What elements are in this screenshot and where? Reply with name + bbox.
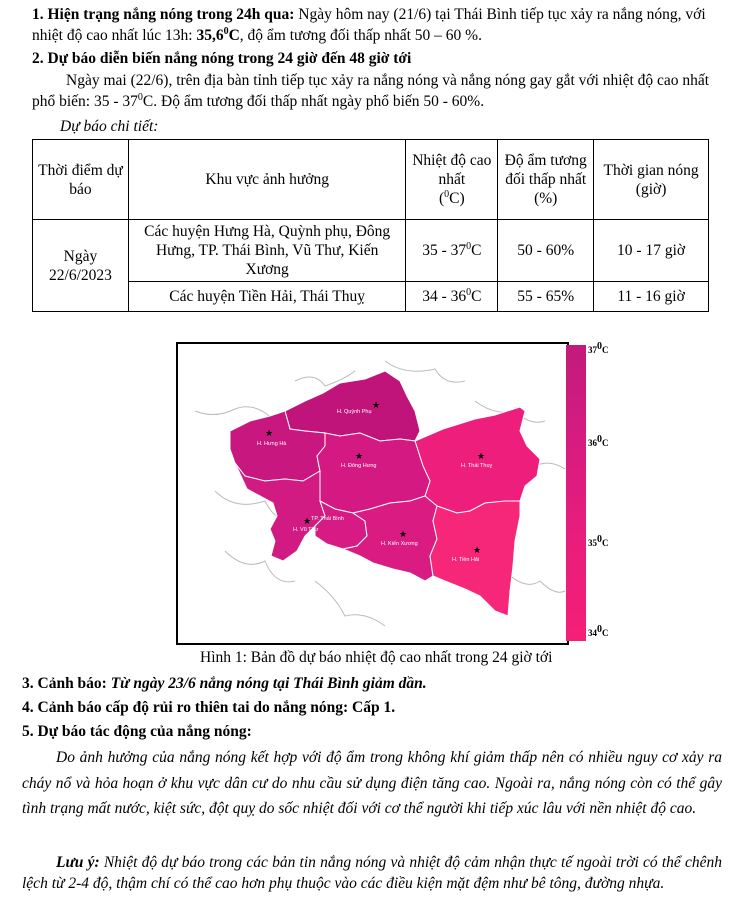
row1-hours: 10 - 17 giờ	[594, 220, 709, 282]
note-paragraph	[22, 852, 722, 894]
section-current-status	[32, 4, 720, 46]
legend-sup: 0	[597, 534, 602, 545]
legend-label-37	[588, 341, 609, 355]
row2-temp-value: 34 - 36	[422, 288, 467, 305]
header-temp-unit: C)	[449, 190, 465, 207]
legend-unit: C	[602, 438, 609, 448]
section5-paragraph: Do ảnh hưởng của nắng nóng kết hợp với độ ẩm trong không khí giảm thấp nên có nhiều nguy cơ xảy ra cháy nổ và hỏa hoạn ở khu vực dân cư do nhu cầu sử dụng điện tăng cao. Ngoài ra, nắng nóng còn có thể gây tình trạng mất nước, kiệt sức, đột quỵ do sốc nhiệt đối với cơ thể người khi tiếp xúc lâu với nền nhiệt độ cao.	[22, 749, 722, 817]
section5-heading: 5. Dự báo tác động của nắng nóng:	[22, 723, 252, 740]
star-thai-thuy: ★	[477, 451, 486, 461]
section2-para-sup: 0	[137, 91, 143, 103]
row1-humidity: 50 - 60%	[498, 220, 594, 282]
label-quynh-phu: H. Quỳnh Phụ	[337, 409, 372, 415]
legend-sup: 0	[597, 624, 602, 635]
table-row	[33, 220, 709, 282]
star-quynh-phu: ★	[372, 400, 381, 410]
label-thai-thuy: H. Thái Thuỵ	[461, 463, 493, 469]
header-hours: Thời gian nóng (giờ)	[594, 140, 709, 220]
header-humidity: Độ ẩm tương đối thấp nhất (%)	[498, 140, 594, 220]
legend-label-34	[588, 624, 609, 638]
temperature-legend-bar	[566, 345, 586, 641]
header-time: Thời điểm dự báo	[33, 140, 129, 220]
label-tp-thai-binh: TP. Thái Bình	[311, 516, 344, 522]
row1-temp-sup: 0	[466, 240, 472, 252]
header-area: Khu vực ảnh hưởng	[128, 140, 405, 220]
section3-text: Từ ngày 23/6 nắng nóng tại Thái Bình giảm dần.	[110, 675, 427, 692]
label-dong-hung: H. Đông Hưng	[341, 463, 377, 469]
table-row	[33, 282, 709, 312]
legend-sup: 0	[597, 434, 602, 445]
section2-heading: 2. Dự báo diễn biến nắng nóng trong 24 giờ đến 48 giờ tới	[32, 50, 412, 67]
legend-value: 37	[588, 345, 597, 355]
table-header-row	[33, 140, 709, 220]
row2-temp-unit: C	[471, 288, 482, 305]
star-hung-ha: ★	[265, 428, 274, 438]
header-temp-sup: 0	[444, 188, 450, 200]
row1-area: Các huyện Hưng Hà, Quỳnh phụ, Đông Hưng, TP. Thái Bình, Vũ Thư, Kiến Xương	[128, 220, 405, 282]
section2-paragraph	[32, 70, 720, 112]
section1-temp-sup: 0	[223, 25, 229, 37]
row2-area: Các huyện Tiền Hải, Thái Thuỵ	[128, 282, 405, 312]
date-line2: 22/6/2023	[49, 266, 112, 284]
section1-temp-unit: C	[228, 27, 240, 44]
star-tp-thai-binh: ★	[303, 516, 312, 526]
section2-para-a: Ngày mai (22/6), trên địa bàn tỉnh tiếp tục xảy ra nắng nóng và nắng nóng gay gắt với nhiệt độ cao nhất phổ biến: 35 - 37	[32, 72, 710, 110]
section1-text2: , độ ẩm tương đối thấp nhất 50 – 60 %.	[239, 27, 482, 44]
section3-heading: 3. Cảnh báo:	[22, 675, 111, 692]
legend-value: 34	[588, 628, 597, 638]
section3-warning	[22, 673, 710, 694]
legend-unit: C	[602, 538, 609, 548]
legend-value: 35	[588, 538, 597, 548]
legend-value: 36	[588, 438, 597, 448]
date-line1: Ngày	[63, 247, 98, 265]
header-temp-paren: (	[438, 190, 445, 207]
date-cell	[33, 220, 129, 312]
row2-temp	[406, 282, 498, 312]
section1-text1: Ngày hôm nay (21/6) tại Thái Bình tiếp tục xảy ra nắng nóng, với nhiệt độ cao nhất lúc 13h:	[32, 6, 706, 44]
legend-sup: 0	[597, 341, 602, 352]
section2-para-b: C. Độ ẩm tương đối thấp nhất ngày phổ biến 50 - 60%.	[142, 93, 485, 110]
row2-humidity: 55 - 65%	[498, 282, 594, 312]
legend-unit: C	[602, 345, 609, 355]
header-temp-text: Nhiệt độ cao nhất	[412, 152, 492, 188]
detail-label: Dự báo chi tiết:	[60, 118, 159, 135]
label-kien-xuong: H. Kiến Xương	[381, 541, 418, 547]
label-hung-ha: H. Hưng Hà	[257, 441, 287, 447]
row1-temp	[406, 220, 498, 282]
legend-label-36	[588, 434, 609, 448]
star-dong-hung: ★	[355, 451, 364, 461]
forecast-table	[32, 139, 709, 312]
row2-hours: 11 - 16 giờ	[594, 282, 709, 312]
legend-unit: C	[602, 628, 609, 638]
label-vu-thu: H. Vũ Thư	[293, 527, 319, 533]
section4-risk-level: 4. Cảnh báo cấp độ rủi ro thiên tai do nắng nóng: Cấp 1.	[22, 699, 396, 716]
section1-heading: 1. Hiện trạng nắng nóng trong 24h qua:	[32, 6, 295, 23]
section1-temp-value: 35,6	[196, 27, 224, 44]
legend-label-35	[588, 534, 609, 548]
row1-temp-unit: C	[471, 242, 482, 259]
header-temp	[406, 140, 498, 220]
row2-temp-sup: 0	[466, 286, 472, 298]
label-tien-hai: H. Tiền Hải	[452, 557, 480, 563]
map-caption: Hình 1: Bản đồ dự báo nhiệt độ cao nhất trong 24 giờ tới	[200, 649, 553, 666]
star-kien-xuong: ★	[399, 529, 408, 539]
star-tien-hai: ★	[473, 545, 482, 555]
note-label: Lưu ý:	[56, 854, 100, 871]
note-text: Nhiệt độ dự báo trong các bản tin nắng nóng và nhiệt độ cảm nhận thực tế ngoài trời có thể chênh lệch từ 2-4 độ, thậm chí có thể cao hơn phụ thuộc vào các điều kiện mặt đệm như bê tông, đường nhựa.	[22, 854, 722, 892]
temperature-map	[175, 341, 570, 646]
row1-temp-value: 35 - 37	[422, 242, 467, 259]
